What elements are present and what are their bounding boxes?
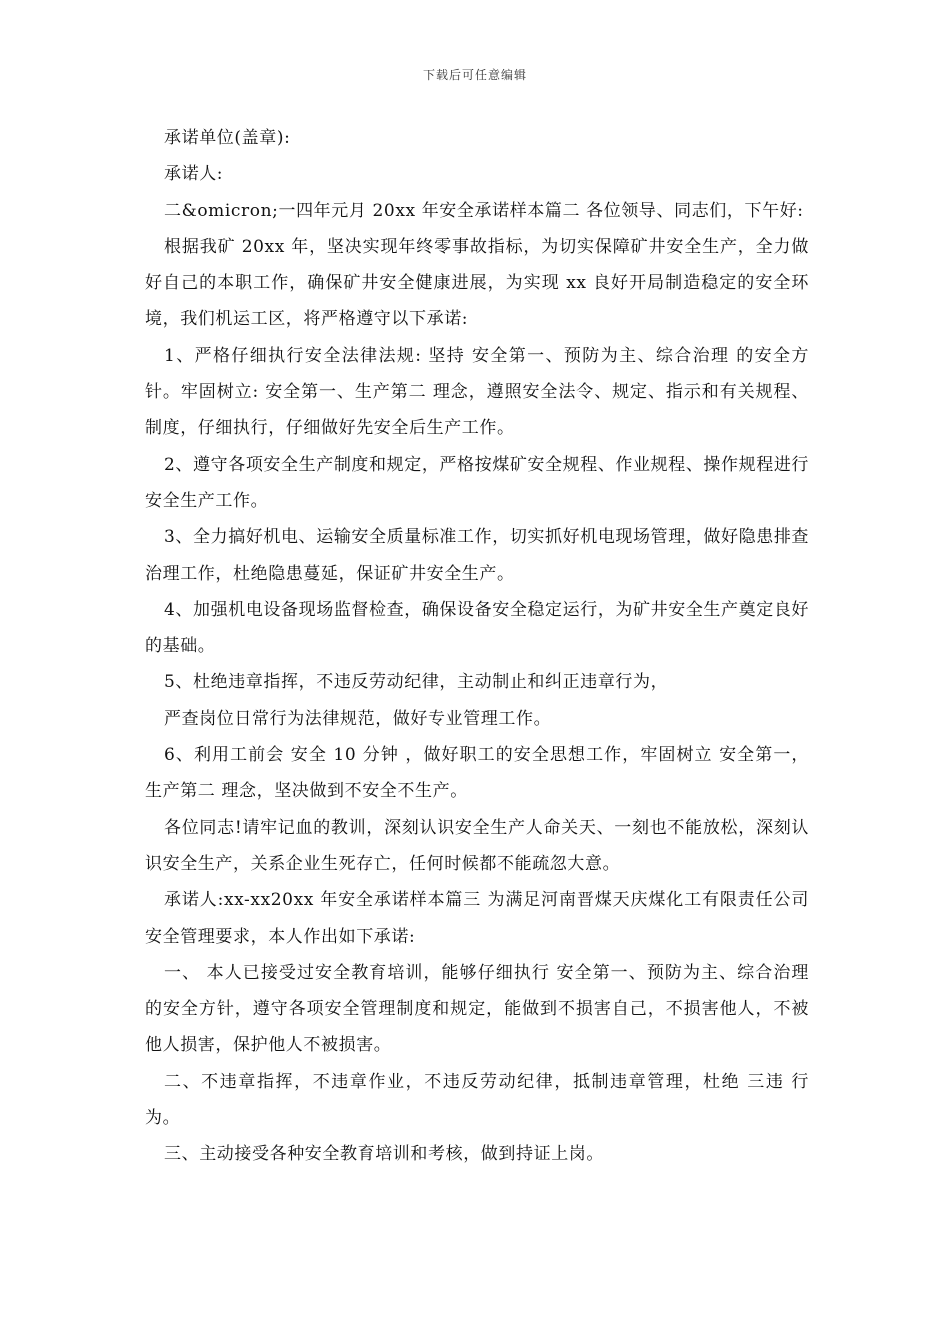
paragraph-item-2: 2、遵守各项安全生产制度和规定，严格按煤矿安全规程、作业规程、操作规程进行安全生产工作。 (145, 454, 810, 511)
page-header-note: 下载后可任意编辑 (422, 68, 527, 82)
paragraph-item-1: 1、严格仔细执行安全法律法规: 坚持 安全第一、预防为主、综合治理 的安全方针。牢固树立: 安全第一、生产第二 理念，遵照安全法令、规定、指示和有关规程、制度，仔细执行，仔细做好先安全后生产工作。 (145, 345, 809, 439)
paragraph-sample-two-intro: 二&omicron;一四年元月 20xx 年安全承诺样本篇二 各位领导、同志们，下午好: (164, 200, 804, 221)
paragraph-seal-line: 承诺单位(盖章): (164, 128, 291, 148)
paragraph-item-3: 3、全力搞好机电、运输安全质量标准工作，切实抓好机电现场管理，做好隐患排查治理工作，杜绝隐患蔓延，保证矿井安全生产。 (145, 527, 810, 584)
paragraph-sample-three-intro: 承诺人:xx-xx20xx 年安全承诺样本篇三 为满足河南晋煤天庆煤化工有限责任公司安全管理要求，本人作出如下承诺: (145, 890, 809, 947)
paragraph-item-5-continued: 严查岗位日常行为法律规范，做好专业管理工作。 (164, 708, 552, 729)
paragraph-item-4: 4、加强机电设备现场监督检查，确保设备安全稳定运行，为矿井安全生产奠定良好的基础。 (145, 599, 810, 657)
paragraph-item-6: 6、利用工前会 安全 10 分钟 ，做好职工的安全思想工作，牢固树立 安全第一，生产第二 理念，坚决做到不安全不生产。 (145, 745, 809, 802)
document-body (145, 120, 809, 1173)
paragraph-clause-1: 一、 本人已接受过安全教育培训，能够仔细执行 安全第一、预防为主、综合治理 的安全方针，遵守各项安全管理制度和规定，能做到不损害自己，不损害他人，不被他人损害，保护他人不被损害。 (145, 962, 809, 1056)
paragraph-closing-remarks: 各位同志!请牢记血的教训，深刻认识安全生产人命关天、一刻也不能放松，深刻认识安全生产，关系企业生死存亡，任何时候都不能疏忽大意。 (145, 817, 809, 874)
paragraph-commitment-intro: 根据我矿 20xx 年，坚决实现年终零事故指标，为切实保障矿井安全生产，全力做好自己的本职工作，确保矿井安全健康进展，为实现 xx 良好开局制造稳定的安全环境，我们机运工区，将严格遵守以下承诺: (145, 236, 809, 330)
paragraph-promisor-line: 承诺人: (164, 164, 224, 185)
paragraph-clause-2: 二、不违章指挥，不违章作业，不违反劳动纪律，抵制违章管理，杜绝 三违 行为。 (145, 1071, 809, 1129)
paragraph-clause-3: 三、主动接受各种安全教育培训和考核，做到持证上岗。 (164, 1144, 604, 1165)
paragraph-item-5: 5、杜绝违章指挥，不违反劳动纪律，主动制止和纠正违章行为， (164, 672, 669, 693)
